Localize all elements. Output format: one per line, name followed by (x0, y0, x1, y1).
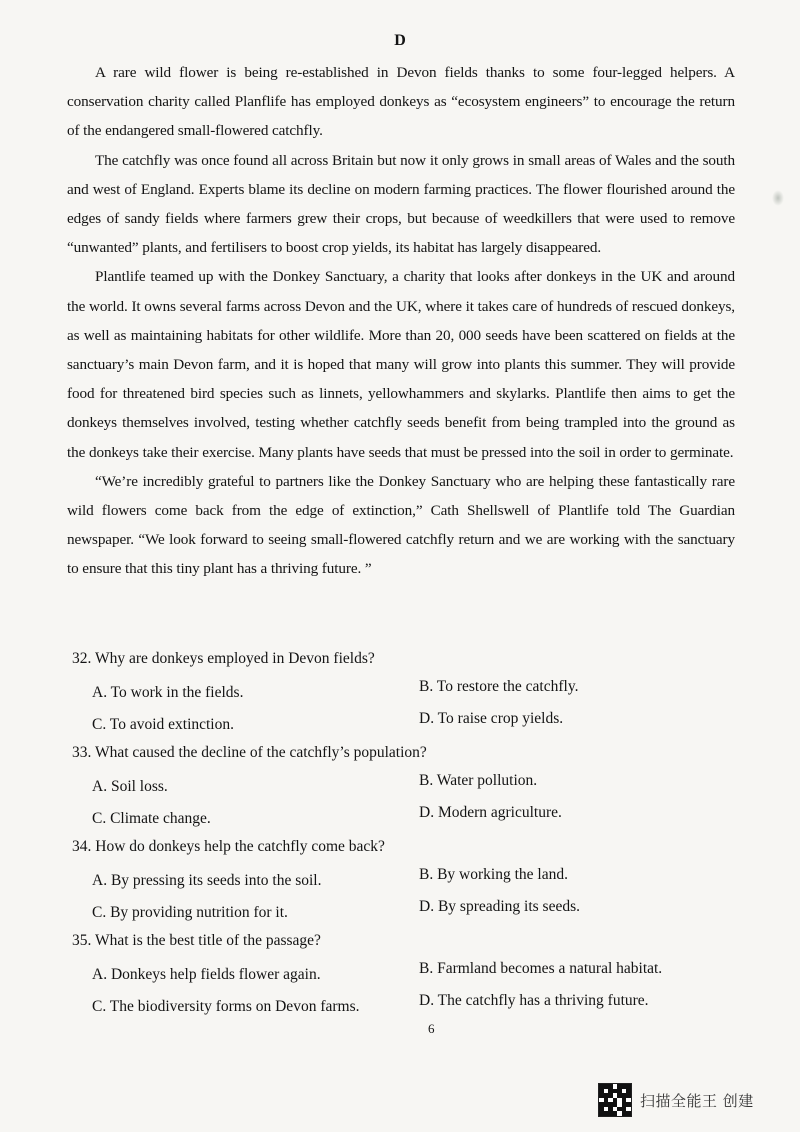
option-c: C. The biodiversity forms on Devon farms. (92, 998, 360, 1015)
question-list (72, 648, 752, 1024)
option-a: A. Donkeys help fields flower again. (92, 966, 321, 983)
section-heading: D (394, 32, 406, 49)
option-b: B. By working the land. (419, 866, 568, 883)
option-d: D. Modern agriculture. (419, 804, 562, 821)
question-stem: 34. How do donkeys help the catchfly come back? (72, 838, 385, 855)
watermark-label: 扫描全能王 创建 (640, 1091, 754, 1110)
scanner-watermark (598, 1083, 754, 1117)
question-33 (72, 742, 752, 836)
passage-paragraph-2: The catchfly was once found all across Britain but now it only grows in small areas of Wales and the south and west of England. Experts blame its decline on modern farming practices. The flower flourished around the edges of sandy fields where farmers grew their crops, but because of weedkillers that were used to remove “unwanted” plants, and fertilisers to boost crop yields, its habitat has largely disappeared. (67, 151, 735, 257)
reading-passage (67, 58, 735, 584)
passage-paragraph-4: “We’re incredibly grateful to partners like the Donkey Sanctuary who are helping these fantastically rare wild flowers come back from the edge of extinction,” Cath Shellswell of Plantlife told The Guardian newspaper. “We look forward to seeing small-flowered catchfly return and we are working with the sanctuary to ensure that this tiny plant has a thriving future. ” (67, 472, 735, 578)
option-b: B. Water pollution. (419, 772, 538, 789)
option-c: C. By providing nutrition for it. (92, 904, 288, 921)
option-c: C. Climate change. (92, 810, 211, 827)
passage-paragraph-1: A rare wild flower is being re-established in Devon fields thanks to some four-legged helpers. A conservation charity called Planflife has employed donkeys as “ecosystem engineers” to encourage the return of the endangered small-flowered catchfly. (67, 64, 735, 140)
option-a: A. To work in the fields. (92, 684, 244, 701)
scan-smudge (772, 190, 784, 206)
question-stem: 35. What is the best title of the passage? (72, 932, 321, 949)
page-number: 6 (428, 1021, 435, 1036)
option-d: D. By spreading its seeds. (419, 898, 581, 915)
qr-code-icon (598, 1083, 632, 1117)
question-stem: 33. What caused the decline of the catchfly’s population? (72, 744, 427, 761)
option-b: B. To restore the catchfly. (419, 678, 579, 695)
option-d: D. To raise crop yields. (419, 710, 564, 727)
passage-paragraph-3: Plantlife teamed up with the Donkey Sanctuary, a charity that looks after donkeys in the UK and around the world. It owns several farms across Devon and the UK, where it takes care of hundreds of rescued donkeys, as well as maintaining habitats for other wildlife. More than 20, 000 seeds have been scattered on fields at the sanctuary’s main Devon farm, and it is hoped that many will grow into plants this summer. They will provide food for threatened bird species such as linnets, yellowhammers and skylarks. Plantlife then aims to get the donkeys themselves involved, testing whether catchfly seeds benefit from being trampled into the ground as the donkeys take their exercise. Many plants have seeds that must be pressed into the soil in order to germinate. (67, 268, 735, 461)
question-34 (72, 836, 752, 930)
option-b: B. Farmland becomes a natural habitat. (419, 960, 663, 977)
option-a: A. Soil loss. (92, 778, 168, 795)
question-32 (72, 648, 752, 742)
option-c: C. To avoid extinction. (92, 716, 234, 733)
question-stem: 32. Why are donkeys employed in Devon fields? (72, 650, 375, 667)
option-d: D. The catchfly has a thriving future. (419, 992, 649, 1009)
question-35 (72, 930, 752, 1024)
option-a: A. By pressing its seeds into the soil. (92, 872, 322, 889)
